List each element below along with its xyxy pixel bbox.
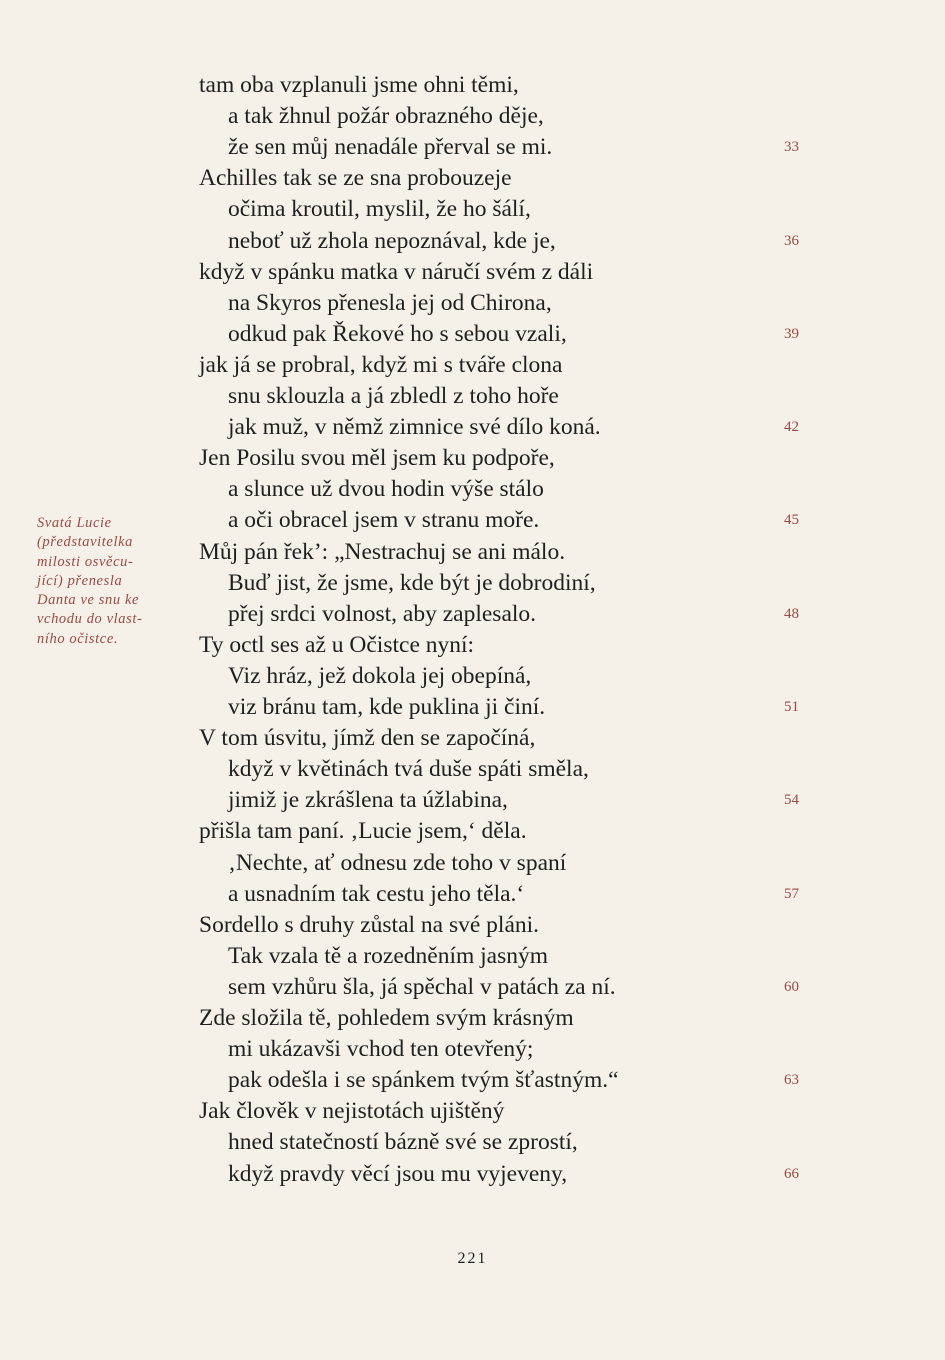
verse-line: že sen můj nenadále přerval se mi. (228, 134, 553, 161)
verse-number: 33 (784, 139, 799, 156)
verse-line: Jak člověk v nejistotách ujištěný (199, 1098, 505, 1125)
verse-number: 36 (784, 232, 799, 249)
page-number: 221 (457, 1250, 488, 1267)
verse-line: odkud pak Řekové ho s sebou vzali, (228, 320, 567, 347)
verse-number: 63 (784, 1072, 799, 1089)
verse-line: Achilles tak se ze sna probouzeje (199, 165, 512, 192)
verse-number: 66 (784, 1165, 799, 1182)
gloss-line: Danta ve snu ke (37, 592, 140, 609)
verse-number: 39 (784, 325, 799, 342)
verse-line: přišla tam paní. ‚Lucie jsem,‘ děla. (199, 818, 527, 845)
verse-line: Tak vzala tě a rozedněním jasným (228, 942, 549, 969)
verse-line: jak muž, v němž zimnice své dílo koná. (228, 414, 601, 441)
verse-line: mi ukázavši vchod ten otevřený; (228, 1036, 534, 1063)
verse-line: Můj pán řek’: „Nestrachuj se ani málo. (199, 538, 566, 565)
verse-number: 57 (784, 885, 799, 902)
gloss-line: (představitelka (37, 534, 133, 551)
verse-line: a slunce už dvou hodin výše stálo (228, 476, 544, 503)
margin-gloss (37, 514, 187, 649)
verse-number: 51 (784, 699, 799, 715)
gloss-line: ního očistce. (37, 630, 119, 647)
verse-line: na Skyros přenesla jej od Chirona, (228, 289, 552, 316)
verse-line: když pravdy věcí jsou mu vyjeveny, (228, 1160, 568, 1187)
verse-line: V tom úsvitu, jímž den se započíná, (199, 725, 536, 752)
verse-line: Buď jist, že jsme, kde být je dobrodiní, (228, 569, 596, 596)
verse-number: 60 (784, 978, 799, 995)
verse-line: když v květinách tvá duše spáti směla, (228, 756, 589, 783)
gloss-line: Svatá Lucie (37, 515, 112, 531)
verse-line: jimiž je zkrášlena ta úžlabina, (228, 787, 508, 814)
verse-line: Ty octl ses až u Očistce nyní: (199, 631, 475, 658)
verse-line: přej srdci volnost, aby zaplesalo. (228, 600, 537, 627)
verse-line: ‚Nechte, ať odnesu zde toho v spaní (228, 849, 567, 876)
verse-line: hned statečností bázně své se zprostí, (228, 1129, 578, 1156)
verse-line: a usnadním tak cestu jeho těla.‘ (228, 880, 525, 907)
verse-line: Sordello s druhy zůstal na své pláni. (199, 911, 540, 938)
verse-number: 48 (784, 605, 799, 622)
verse-line: a oči obracel jsem v stranu moře. (228, 507, 540, 534)
verse-line: sem vzhůru šla, já spěchal v patách za ní. (228, 973, 616, 1000)
verse-line: Zde složila tě, pohledem svým krásným (199, 1005, 574, 1031)
verse-line: viz bránu tam, kde puklina ji činí. (228, 694, 546, 720)
verse-number: 42 (784, 419, 799, 436)
verse-line: očima kroutil, myslil, že ho šálí, (228, 196, 531, 223)
verse-line: Viz hráz, jež dokola jej obepíná, (228, 662, 532, 689)
verse-line: Jen Posilu svou měl jsem ku podpoře, (199, 445, 555, 472)
verse-line: jak já se probral, když mi s tváře clona (199, 351, 563, 378)
verse-number: 54 (784, 792, 799, 809)
verse-line: když v spánku matka v náručí svém z dáli (199, 258, 594, 285)
gloss-line: milosti osvěcu- (37, 553, 134, 570)
gloss-line: vchodu do vlast- (37, 611, 143, 628)
gloss-line: jící) přenesla (37, 572, 123, 589)
verse-number: 45 (784, 512, 799, 529)
verse-line: tam oba vzplanuli jsme ohni těmi, (199, 72, 519, 98)
verse-line: neboť už zhola nepoznával, kde je, (228, 227, 556, 254)
verse-line: pak odešla i se spánkem tvým šťastným.“ (228, 1067, 619, 1094)
verse-line: snu sklouzla a já zbledl z toho hoře (228, 383, 559, 409)
verse-line: a tak žhnul požár obrazného děje, (228, 103, 544, 130)
